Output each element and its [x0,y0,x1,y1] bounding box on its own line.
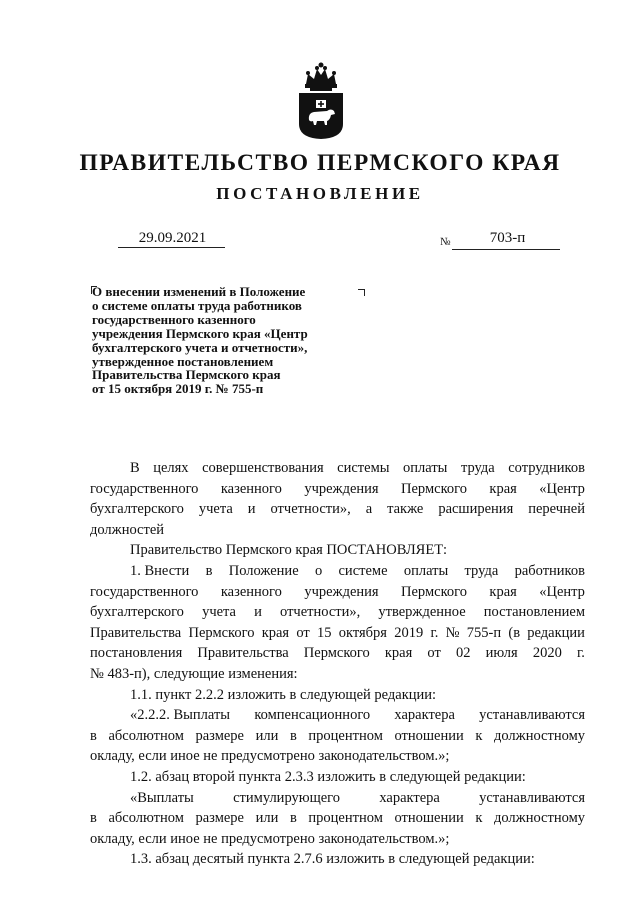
body-word: постановления [90,645,183,662]
perm-krai-coat-of-arms-icon [296,60,346,140]
body-word: г. [430,624,439,641]
body-word: от [296,624,310,641]
body-word: устанавливаются [479,789,585,806]
body-word: Пермского [303,645,370,662]
body-word: в [289,727,297,744]
subject-line: Правительства Пермского края [92,367,281,383]
body-word: к [475,727,483,744]
body-word: края [261,624,290,641]
body-word: Пермского [401,480,467,497]
body-line [90,808,585,829]
body-word: «Выплаты [130,789,194,806]
body-word: стимулирующего [233,789,341,806]
body-word: постановлением [483,604,585,621]
body-word: Правительства [197,645,289,662]
body-word: труда [460,460,495,476]
body-word: «2.2.2. Выплаты [130,707,231,724]
body-line [90,726,585,747]
body-word: от [427,645,441,662]
body-word: о [314,562,323,579]
body-word: государственного [90,583,199,600]
body-word: устанавливаются [479,707,585,724]
body-word: учета [198,501,233,518]
body-word: в [289,810,297,827]
document-type-title: ПОСТАНОВЛЕНИЕ [216,184,424,203]
body-word: бухгалтерского [90,501,184,518]
body-word: системе [338,562,388,579]
body-word: и [247,501,256,518]
body-word: расширения [438,501,514,518]
document-body [90,451,585,870]
body-line [90,458,585,479]
body-word: 2020 [532,645,562,662]
body-word: в [90,727,97,744]
body-word: «Центр [539,583,585,600]
body-word: размере [195,810,244,827]
body-word: характера [394,707,455,724]
body-word: абсолютном [108,727,184,744]
body-word: абсолютном [108,810,184,827]
subject-line: от 15 октября 2019 г. № 755-п [92,381,264,397]
body-word: 755-п [466,624,502,641]
body-word: (в [508,624,521,641]
body-word: бухгалтерского [90,604,184,621]
body-word: сотрудников [508,460,585,476]
subject-heading [92,285,362,396]
body-word: оплаты [403,562,449,579]
subject-line: утвержденное постановлением [92,353,274,369]
body-word: и [254,604,262,621]
body-word: в [90,810,97,827]
body-line [90,582,585,603]
body-word: отчетности», [270,501,351,518]
body-word: или [255,727,279,744]
body-word: процентном [308,727,383,744]
body-line: 1.1. пункт 2.2.2 изложить в следующей редакции: [130,686,437,703]
body-word: учреждения [304,480,379,497]
body-word: компенсационного [254,707,371,724]
body-word: края [489,583,517,600]
body-line [90,643,585,664]
body-line: окладу, если иное не предусмотрено законодательством.»; [90,830,450,847]
body-word: казенного [220,583,282,600]
document-date: 29.09.2021 [138,230,207,246]
body-word: характера [379,789,440,806]
body-word: 02 [455,645,471,662]
body-line: Правительство Пермского края ПОСТАНОВЛЯЕТ: [130,542,448,559]
body-word: № [445,624,460,641]
body-word: 15 [317,624,332,641]
body-word: Пермского [401,583,467,600]
body-word: отношении [394,727,464,744]
body-word: учреждения [304,583,379,600]
body-word: 1. Внести [130,562,190,579]
body-word: отношении [394,810,464,827]
body-word: учета [202,604,236,621]
subject-line: о системе оплаты труда работников [92,297,302,313]
body-word: или [255,810,279,827]
body-word: в [205,562,213,579]
body-line [90,705,585,726]
government-title: ПРАВИТЕЛЬСТВО ПЕРМСКОГО КРАЯ [79,150,561,176]
body-word: отчетности», [280,604,361,621]
body-word: перечней [528,501,585,518]
date-underline [118,247,225,248]
body-word: должностному [494,727,585,744]
body-line [90,788,585,809]
subject-line: учреждения Пермского края «Центр [92,325,308,341]
body-line: 1.3. абзац десятый пункта 2.7.6 изложить в следующей редакции: [130,851,535,868]
body-line [90,602,585,623]
number-underline [452,249,560,250]
body-line [90,499,585,520]
body-word: Правительства [90,624,182,641]
body-word: размере [195,727,244,744]
body-word: «Центр [539,480,585,497]
body-word: редакции [527,624,585,641]
body-word: совершенствования [202,460,324,476]
body-line: должностей [90,521,165,538]
body-line: № 483-п), следующие изменения: [90,665,298,682]
subject-line: государственного казенного [92,311,256,327]
number-sign: № [440,236,451,248]
body-word: а [365,501,373,518]
body-word: июля [485,645,518,662]
body-word: октября [338,624,387,641]
body-line: окладу, если иное не предусмотрено законодательством.»; [90,748,450,765]
body-word: казенного [220,480,282,497]
body-word: должностному [494,810,585,827]
body-word: труда [464,562,499,579]
body-word: также [387,501,424,518]
body-word: системы [337,460,390,476]
body-line [90,479,585,500]
paragraph-spacer [90,451,585,458]
body-line: 1.2. абзац второй пункта 2.3.3 изложить в следующей редакции: [130,768,526,785]
body-word: государственного [90,480,199,497]
body-word: края [489,480,517,497]
body-word: Пермского [188,624,255,641]
subject-line: О внесении изменений в Положение [92,284,306,299]
body-word: оплаты [403,460,448,476]
body-word: работников [514,562,585,579]
body-line [90,561,585,582]
body-word: утвержденное [378,604,466,621]
body-word: 2019 [394,624,424,641]
subject-line: бухгалтерского учета и отчетности», [92,339,308,355]
body-word: целях [153,460,189,476]
body-line [90,623,585,644]
body-word: г. [576,645,585,662]
body-word: края [384,645,413,662]
body-word: В [130,460,140,476]
document-number: 703-п [489,230,526,246]
body-word: процентном [308,810,383,827]
body-word: к [475,810,483,827]
body-word: Положение [228,562,299,579]
